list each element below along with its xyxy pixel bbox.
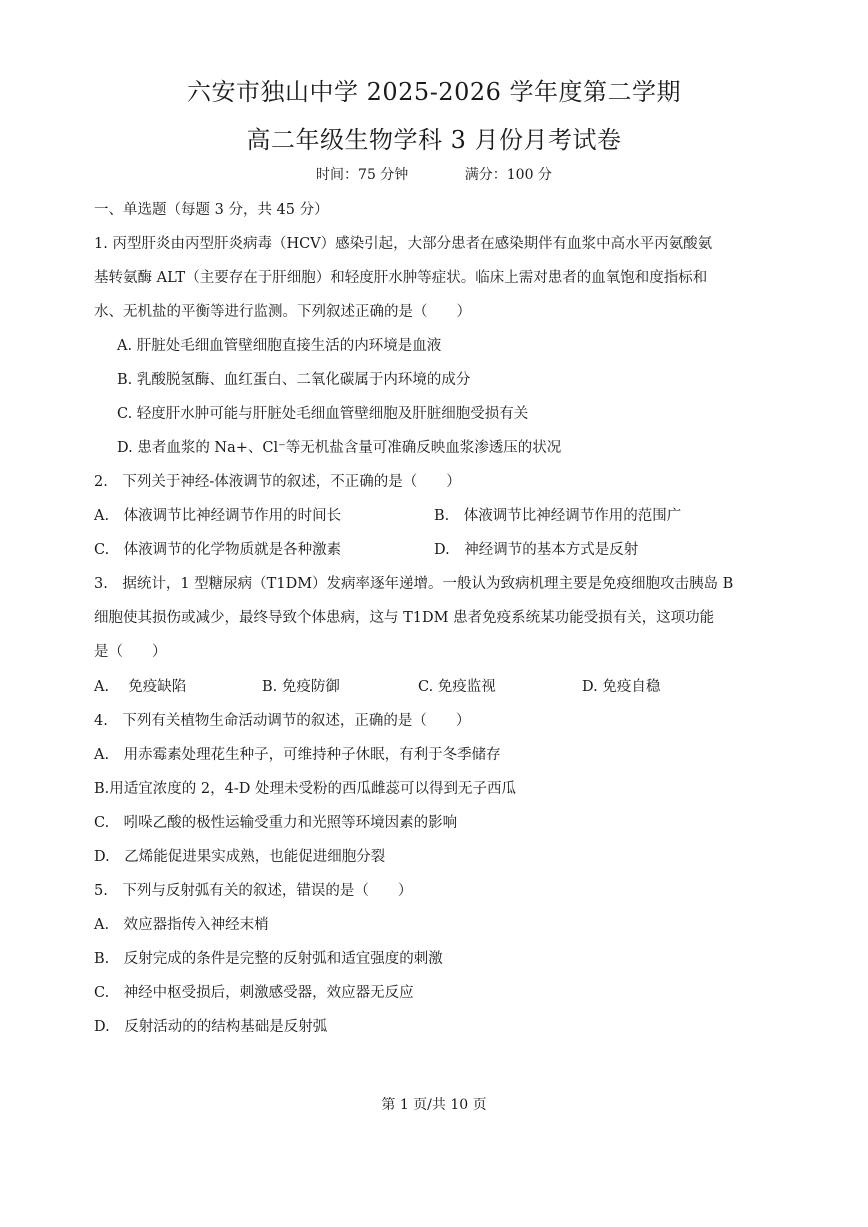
q1-stem-line1: 1. 丙型肝炎由丙型肝炎病毒（HCV）感染引起，大部分患者在感染期伴有血浆中高水平丙氨酸氨 [94,236,713,252]
q3-option-a: A. 免疫缺陷 [94,679,187,695]
q3-stem-line1: 3. 据统计，1 型糖尿病（T1DM）发病率逐年递增。一般认为致病机理主要是免疫细胞攻击胰岛 B [94,576,734,592]
q1-stem-line3: 水、无机盐的平衡等进行监测。下列叙述正确的是（ ） [94,304,471,320]
page-number: 第 1 页/共 10 页 [381,1097,487,1113]
q3-option-c: C. 免疫监视 [418,679,496,695]
q3-option-d: D. 免疫自稳 [582,679,661,695]
q2-option-b: B. 体液调节比神经调节作用的范围广 [434,508,682,524]
q5-stem: 5. 下列与反射弧有关的叙述，错误的是（ ） [94,883,413,899]
q3-stem-line3: 是（ ） [94,644,167,660]
q1-option-b: B. 乳酸脱氢酶、血红蛋白、二氧化碳属于内环境的成分 [117,372,471,388]
q1-option-a: A. 肝脏处毛细血管壁细胞直接生活的内环境是血液 [117,338,442,354]
exam-meta [0,164,868,184]
q1-stem-line2: 基转氨酶 ALT（主要存在于肝细胞）和轻度肝水肿等症状。临床上需对患者的血氧饱和度指标和 [94,270,708,286]
q5-option-d: D. 反射活动的的结构基础是反射弧 [94,1019,328,1035]
q4-option-a: A. 用赤霉素处理花生种子，可维持种子休眠，有利于冬季储存 [94,747,501,763]
q1-option-d: D. 患者血浆的 Na+、Cl⁻等无机盐含量可准确反映血浆渗透压的状况 [117,440,562,456]
q5-option-a: A. 效应器指传入神经末梢 [94,917,269,933]
q1-option-c: C. 轻度肝水肿可能与肝脏处毛细血管壁细胞及肝脏细胞受损有关 [117,406,529,422]
q5-option-b: B. 反射完成的条件是完整的反射弧和适宜强度的刺激 [94,951,443,967]
q2-stem: 2. 下列关于神经-体液调节的叙述，不正确的是（ ） [94,474,461,490]
q3-option-b: B. 免疫防御 [262,679,340,695]
page-subtitle: 高二年级生物学科 3 月份月考试卷 [246,126,622,154]
q4-stem: 4. 下列有关植物生命活动调节的叙述，正确的是（ ） [94,713,471,729]
exam-score: 满分：100 分 [464,167,552,183]
exam-time: 时间：75 分钟 [316,167,409,183]
q2-option-c: C. 体液调节的化学物质就是各种激素 [94,542,342,558]
q4-option-d: D. 乙烯能促进果实成熟，也能促进细胞分裂 [94,849,386,865]
q3-stem-line2: 细胞使其损伤或减少，最终导致个体患病，这与 T1DM 患者免疫系统某功能受损有关，这项功能 [94,610,715,626]
section-heading: 一、单选题（每题 3 分，共 45 分） [94,202,329,218]
q4-option-c: C. 吲哚乙酸的极性运输受重力和光照等环境因素的影响 [94,815,458,831]
q2-option-d: D. 神经调节的基本方式是反射 [434,542,639,558]
q2-option-a: A. 体液调节比神经调节作用的时间长 [94,508,342,524]
q4-option-b: B.用适宜浓度的 2，4-D 处理未受粉的西瓜雌蕊可以得到无子西瓜 [94,781,516,797]
page-title: 六安市独山中学 2025-2026 学年度第二学期 [186,78,682,106]
q5-option-c: C. 神经中枢受损后，刺激感受器，效应器无反应 [94,985,414,1001]
